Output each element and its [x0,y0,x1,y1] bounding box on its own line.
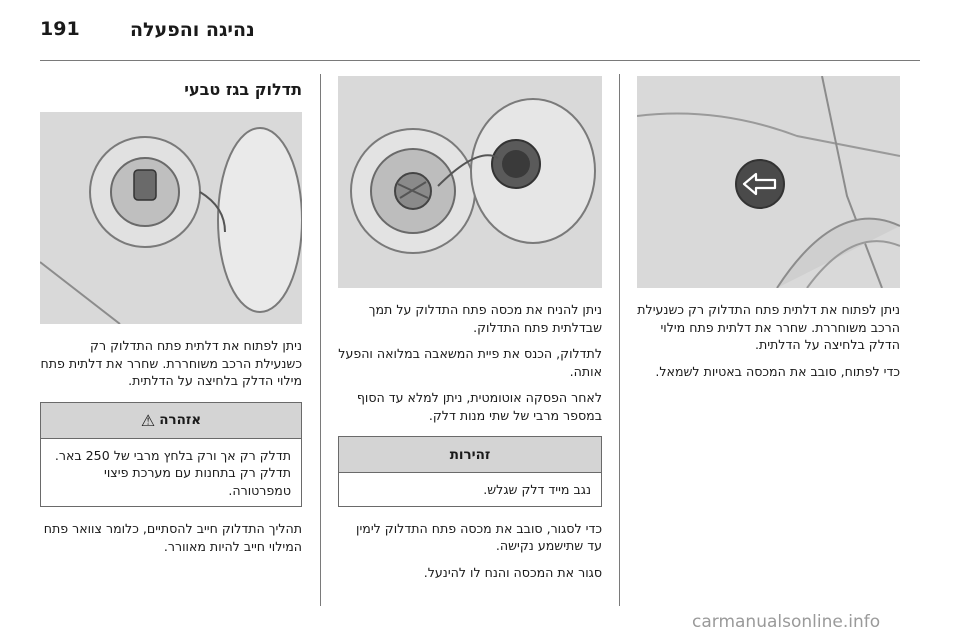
figure-fuel-cap-open [338,76,602,288]
warning-triangle-icon: ⚠ [140,410,156,430]
chapter-title: נהיגה והפעלה [130,19,255,41]
column-divider-right [619,74,620,606]
middle-paragraph-1: ניתן להניח את מכסה פתח התדלוק על תמך שבדלתית פתח התדלוק. [368,302,602,335]
warning-box [40,402,302,508]
page-number: 191 [40,18,80,40]
middle-paragraph-3: לאחר הפסקה אוטומטית, ניתן למלא עד הסוף במספר מרבי של שתי מנות דלק. [356,390,602,423]
column-right [637,76,900,380]
right-paragraph-1: ניתן לפתוח את דלתית פתח התדלוק רק כשנעילת הרכב משוחררת. שחרר את דלתית פתח מילוי הדלק בלחיצה על הדלתית. [637,302,900,352]
caution-box [338,436,602,507]
middle-paragraph-2: לתדלוק, הכנס את פיית המשאבה במלואה והפעל אותה. [338,346,602,379]
header-rule [40,60,920,61]
caution-title: זהירות [339,437,601,473]
column-middle [338,76,602,581]
warning-body: תדלק רק אך ורק בלחץ מרבי של 250 באר. תדלק רק בתחנות עם מערכת פיצוי טמפרטורה. [54,447,291,498]
warning-title: אזהרה [159,412,202,428]
left-paragraph-2: תהליך התדלוק חייב להסתיים, כלומר צוואר פתח המילוי חייב להיות מאוורר. [43,521,302,554]
left-paragraph-1: ניתן לפתוח את דלתית פתח התדלוק רק כשנעילת הרכב משוחררת. שחרר את דלתית פתח מילוי הדלק בלחיצה על הדלתית. [40,338,302,388]
column-left [40,76,302,555]
right-paragraph-2: כדי לפתוח, סובב את המכסה באטיות לשמאל. [655,363,900,379]
warning-head [41,403,301,439]
watermark: carmanualsonline.info [692,612,881,632]
caution-body: נגב מייד דלק שגלש. [483,482,591,497]
middle-paragraph-4: כדי לסגור, סובב את מכסה פתח התדלוק לימין עד שתישמע נקישה. [356,520,602,553]
middle-paragraph-5: סגור את המכסה והנח לו להינעל. [423,564,602,580]
section-heading-cng: תדלוק בגז טבעי [184,80,302,99]
column-divider-left [320,74,321,606]
page-header [40,18,920,52]
figure-fuel-door-exterior [637,76,900,288]
figure-cng-filler [40,112,302,324]
